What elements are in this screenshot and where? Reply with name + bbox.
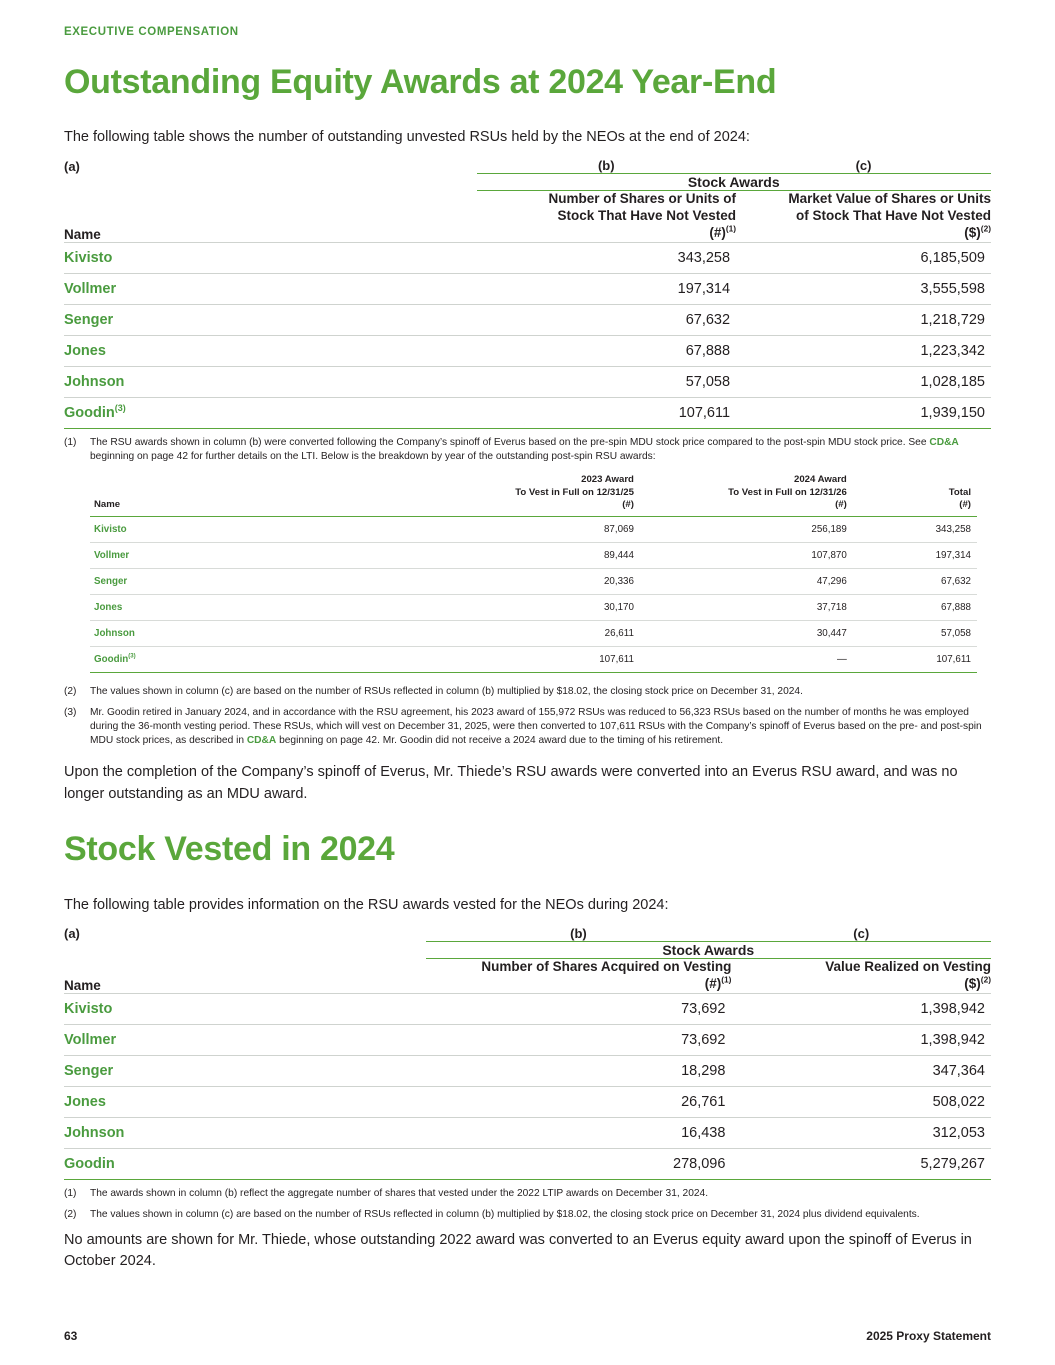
table-row [64, 336, 991, 367]
row-value: 6,185,509 [736, 243, 991, 274]
closing-paragraph-2: No amounts are shown for Mr. Thiede, whose outstanding 2022 award was converted to an Everus equity award upon the spinoff of Everus in October 2024. [64, 1231, 972, 1270]
table-row [64, 1086, 991, 1117]
row-2023-award: 87,069 [427, 516, 640, 542]
col-letter-c: (c) [855, 158, 872, 174]
footnote-3-text: Mr. Goodin retired in January 2024, and in accordance with the RSU agreement, his 2023 award of 155,972 RSUs was reduced to 56,323 RSUs based on the number of months he was employed during the 36-month vesting period. These RSUs, which will vest on December 31, 2025, were then converted to 107,611 RSUs with the Company’s spinoff of Everus based on the pre- and post-spin MDU stock prices, as described in CD&A beginning on page 42. Mr. Goodin did not receive a 2024 award due to the timing of his retirement. [90, 706, 982, 746]
row-shares: 16,438 [426, 1117, 732, 1148]
row-value: 312,053 [731, 1117, 991, 1148]
row-name: Goodin [64, 1148, 426, 1179]
table-row [90, 646, 977, 672]
footnote-3-marker: (3) [64, 706, 77, 718]
row-name: Kivisto [64, 243, 477, 274]
table-row [90, 516, 977, 542]
row-name: Senger [64, 305, 477, 336]
row-name: Vollmer [64, 274, 477, 305]
row-2024-award: 256,189 [640, 516, 853, 542]
row-name: Kivisto [90, 516, 427, 542]
column-letter-row [64, 158, 991, 174]
header-market-value-not-vested [736, 191, 991, 243]
stock-awards-band-label: Stock Awards [426, 941, 991, 958]
row-name: Jones [64, 1086, 426, 1117]
row-total: 107,611 [853, 646, 977, 672]
row-shares: 18,298 [426, 1055, 732, 1086]
table-row [64, 305, 991, 336]
breakdown-header-2024: 2024 Award To Vest in Full on 12/31/26 (#) [640, 474, 853, 516]
row-total: 197,314 [853, 542, 977, 568]
row-value: 508,022 [731, 1086, 991, 1117]
row-total: 57,058 [853, 620, 977, 646]
row-2023-award: 30,170 [427, 594, 640, 620]
row-name: Kivisto [64, 993, 426, 1024]
header-shares-line3: (#) [709, 225, 726, 241]
row-total: 67,632 [853, 568, 977, 594]
page-title-stock-vested: Stock Vested in 2024 [64, 830, 395, 869]
table-row [90, 594, 977, 620]
row-shares: 73,692 [426, 1024, 732, 1055]
row-name: Vollmer [90, 542, 427, 568]
row-name: Goodin$^{(3)}$ [64, 398, 477, 429]
table-header-row [64, 958, 991, 993]
header-value-line3: ($) [964, 225, 981, 241]
table-row [90, 542, 977, 568]
row-shares: 67,632 [477, 305, 737, 336]
row-shares: 26,761 [426, 1086, 732, 1117]
row-value: 1,223,342 [736, 336, 991, 367]
table-row [64, 993, 991, 1024]
row-total: 343,258 [853, 516, 977, 542]
table-row [64, 367, 991, 398]
col-letter-c: (c) [853, 925, 870, 941]
breakdown-header-row [90, 474, 977, 516]
row-shares: 343,258 [477, 243, 737, 274]
table-row [64, 1148, 991, 1179]
footnote-2 [64, 685, 991, 699]
intro-paragraph-2: The following table provides information on the RSU awards vested for the NEOs during 2024: [64, 896, 669, 913]
table-row [64, 398, 991, 429]
row-shares: 107,611 [477, 398, 737, 429]
row-2024-award: 47,296 [640, 568, 853, 594]
row-value: 1,218,729 [736, 305, 991, 336]
row-2024-award: — [640, 646, 853, 672]
header-value-line2: of Stock That Have Not Vested [795, 208, 991, 224]
row-value: 1,939,150 [736, 398, 991, 429]
row-shares: 57,058 [477, 367, 737, 398]
table-row [90, 568, 977, 594]
row-name: Jones [90, 594, 427, 620]
col-letter-a: (a) [64, 158, 80, 174]
table-row [64, 1117, 991, 1148]
row-2024-award: 107,870 [640, 542, 853, 568]
row-value: 1,398,942 [731, 993, 991, 1024]
stock-vested-table [64, 926, 991, 1180]
row-name: Johnson [64, 1117, 426, 1148]
row-shares: 197,314 [477, 274, 737, 305]
header-shares-not-vested [477, 191, 737, 243]
row-2023-award: 20,336 [427, 568, 640, 594]
footnote-2-marker: (2) [64, 685, 77, 697]
row-name: Senger [64, 1055, 426, 1086]
footnote-3 [64, 706, 991, 748]
row-2023-award: 26,611 [427, 620, 640, 646]
row-name: Vollmer [64, 1024, 426, 1055]
header-shares-line2: Stock That Have Not Vested [557, 208, 737, 224]
row-name: Johnson [90, 620, 427, 646]
column-letter-row [64, 926, 991, 942]
row-name: Senger [90, 568, 427, 594]
row-shares: 67,888 [477, 336, 737, 367]
page-footer [64, 1329, 991, 1343]
footnote-1 [64, 436, 991, 464]
breakdown-header-2023: 2023 Award To Vest in Full on 12/31/25 (#) [427, 474, 640, 516]
section-eyebrow: EXECUTIVE COMPENSATION [64, 26, 239, 38]
row-shares: 73,692 [426, 993, 732, 1024]
col-letter-b: (b) [570, 925, 587, 941]
closing-paragraph-1: Upon the completion of the Company’s spinoff of Everus, Mr. Thiede’s RSU awards were converted into an Everus RSU award, and was no longer outstanding as an MDU award. [64, 763, 958, 802]
table-row [90, 620, 977, 646]
row-2024-award: 30,447 [640, 620, 853, 646]
row-2023-award: 107,611 [427, 646, 640, 672]
stock-awards-band-row [64, 174, 991, 191]
header-shares-acquired: Number of Shares Acquired on Vesting (#)$^{(1)}$ [481, 958, 732, 991]
cd-and-a-link[interactable]: CD&A [929, 437, 959, 449]
stock-awards-band-row [64, 941, 991, 958]
row-value: 1,398,942 [731, 1024, 991, 1055]
row-value: 1,028,185 [736, 367, 991, 398]
document-title-footer: 2025 Proxy Statement [866, 1329, 991, 1343]
rsu-breakdown-wrapper [64, 464, 991, 672]
row-total: 67,888 [853, 594, 977, 620]
row-shares: 278,096 [426, 1148, 732, 1179]
table-header-row [64, 191, 991, 243]
col-letter-a: (a) [64, 926, 80, 942]
row-value: 3,555,598 [736, 274, 991, 305]
row-2023-award: 89,444 [427, 542, 640, 568]
footnote-marker: (1) [64, 1187, 77, 1199]
table-row [64, 243, 991, 274]
footnote-1-marker: (1) [64, 437, 77, 449]
header-shares-footnote-ref: (1) [725, 223, 737, 234]
footnote-1-section2 [64, 1187, 991, 1201]
header-name: Name [64, 227, 101, 243]
row-name: Jones [64, 336, 477, 367]
rsu-breakdown-table [90, 474, 977, 672]
row-name: Goodin$^{(3)}$ [90, 646, 427, 672]
footnote-2-text: The values shown in column (c) are based on the number of RSUs reflected in column (b) multiplied by $18.02, the closing stock price on December 31, 2024. [90, 685, 803, 697]
header-value-line1: Market Value of Shares or Units [788, 191, 991, 207]
row-value: 5,279,267 [731, 1148, 991, 1179]
row-value: 347,364 [731, 1055, 991, 1086]
cd-and-a-link[interactable]: CD&A [246, 734, 277, 746]
footnote-2-section2 [64, 1208, 991, 1222]
page-title-outstanding-equity-awards: Outstanding Equity Awards at 2024 Year-End [64, 63, 777, 101]
table-row [64, 274, 991, 305]
row-name: Johnson [64, 367, 477, 398]
header-name: Name [64, 977, 101, 993]
header-shares-line1: Number of Shares or Units of [548, 191, 737, 207]
footnote-text: The awards shown in column (b) reflect the aggregate number of shares that vested under the 2022 LTIP awards on December 31, 2024. [90, 1187, 709, 1199]
row-2024-award: 37,718 [640, 594, 853, 620]
col-letter-b: (b) [597, 158, 615, 174]
header-value-realized: Value Realized on Vesting ($)$^{(2)}$ [825, 958, 991, 991]
table-row [64, 1055, 991, 1086]
header-value-footnote-ref: (2) [980, 223, 991, 234]
breakdown-header-total: Total (#) [853, 474, 977, 516]
table-row [64, 1024, 991, 1055]
breakdown-header-name: Name [90, 474, 427, 516]
footnote-marker: (2) [64, 1208, 77, 1220]
outstanding-equity-awards-table [64, 158, 991, 429]
footnote-1-text: The RSU awards shown in column (b) were converted following the Company’s spinoff of Everus based on the pre-spin MDU stock price compared to the post-spin MDU stock price. See CD&A beginning on page 42 for further details on the LTI. Below is the breakdown by year of the outstanding post-spin RSU awards: [90, 437, 959, 463]
footnote-text: The values shown in column (c) are based on the number of RSUs reflected in column (b) multiplied by $18.02, the closing stock price on December 31, 2024 plus dividend equivalents. [90, 1208, 920, 1220]
intro-paragraph-1: The following table shows the number of outstanding unvested RSUs held by the NEOs at the end of 2024: [64, 129, 750, 146]
page-number: 63 [64, 1329, 78, 1343]
stock-awards-band-label: Stock Awards [477, 174, 992, 191]
